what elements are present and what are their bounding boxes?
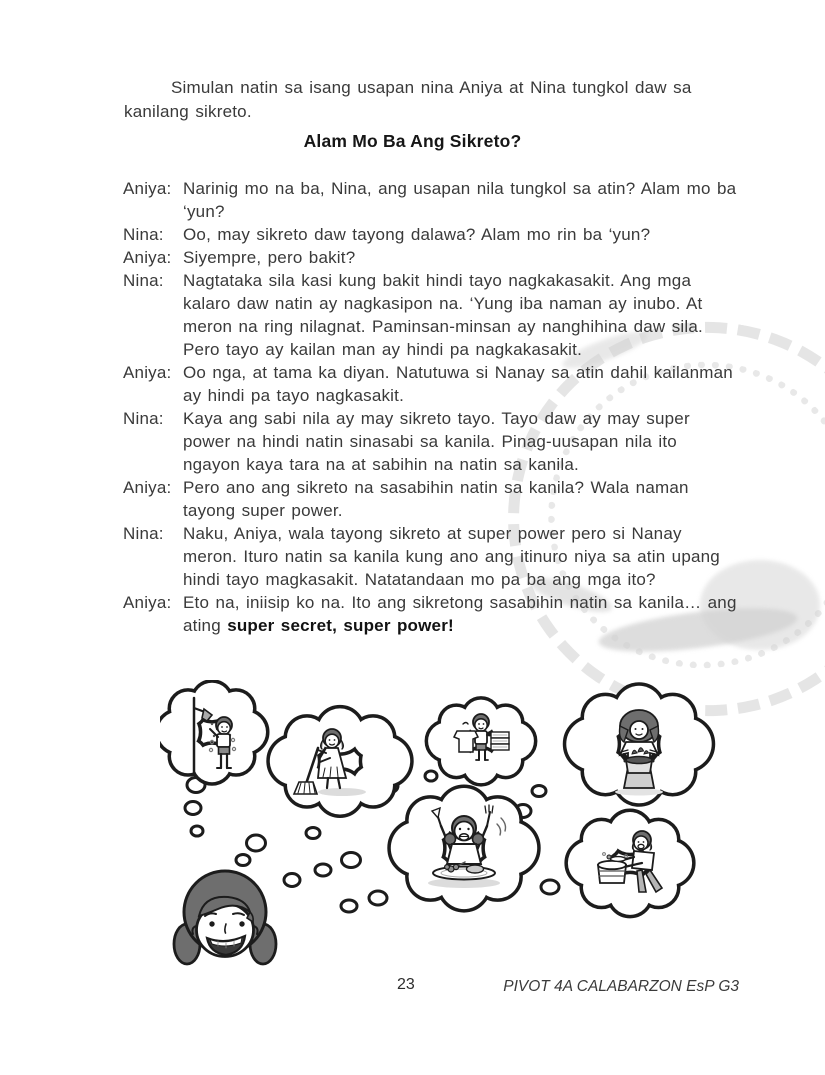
thought-bubble-washing-dishes <box>568 812 692 915</box>
utterance-text <box>183 591 737 637</box>
page-number: 23 <box>397 976 415 993</box>
dialogue-line <box>123 591 737 637</box>
speaker-label: Nina: <box>123 271 164 290</box>
speaker-label: Nina: <box>123 225 164 244</box>
utterance-text: Pero ano ang sikreto na sasabihin natin sa kanila? Wala naman tayong super power. <box>183 478 689 520</box>
thinking-girl-head <box>174 871 276 964</box>
utterance-text: Naku, Aniya, wala tayong sikreto at super power pero si Nanay meron. Ituro natin sa kanila kung ano ang itinuro niya sa atin upang hindi tayo magkasakit. Natatandaan mo pa ba ang mga ito? <box>183 524 720 589</box>
utterance-text: Siyempre, pero bakit? <box>183 248 356 267</box>
dialogue-line <box>123 407 737 476</box>
speaker-label: Aniya: <box>123 593 172 612</box>
utterance-bold: super secret, super power! <box>227 616 454 635</box>
speaker-label: Nina: <box>123 409 164 428</box>
story-title: Alam Mo Ba Ang Sikreto? <box>303 131 522 151</box>
dialogue-line <box>123 177 737 223</box>
speaker-label: Aniya: <box>123 179 172 198</box>
footer-source: PIVOT 4A CALABARZON EsP G3 <box>503 978 739 995</box>
utterance-text: Oo, may sikreto daw tayong dalawa? Alam mo rin ba ‘yun? <box>183 225 651 244</box>
utterance-plain: Eto na, iniisip ko na. Ito ang sikretong sasabihin natin sa kanila… ang ating <box>183 593 737 635</box>
speaker-label: Aniya: <box>123 248 172 267</box>
dialogue-line <box>123 269 737 361</box>
speaker-label: Nina: <box>123 524 164 543</box>
speaker-label: Aniya: <box>123 363 172 382</box>
utterance-text: Nagtataka sila kasi kung bakit hindi tayo nagkakasakit. Ang mga kalaro daw natin ay nagkasipon na. ‘Yung iba naman ay inubo. At meron na ring nilagnat. Paminsan-minsan ay nanghihina daw sila. Pero tayo ay kailan man ay hindi pa nagkakasakit. <box>183 271 703 359</box>
utterance-text: Kaya ang sabi nila ay may sikreto tayo. Tayo daw ay may super power na hindi natin sinasabi sa kanila. Pinag-uusapan nila ito ngayon kaya tara na at sabihin na natin sa kanila. <box>183 409 690 474</box>
speaker-label: Aniya: <box>123 478 172 497</box>
utterance-text: Narinig mo na ba, Nina, ang usapan nila tungkol sa atin? Alam mo ba ‘yun? <box>183 179 737 221</box>
dialogue-line <box>123 476 737 522</box>
dialogue-line <box>123 522 737 591</box>
intro-paragraph: Simulan natin sa isang usapan nina Aniya at Nina tungkol daw sa kanilang sikreto. <box>124 78 692 121</box>
thinking-girl-illustration <box>160 680 740 985</box>
dialogue-line <box>123 246 737 269</box>
utterance-text: Oo nga, at tama ka diyan. Natutuwa si Nanay sa atin dahil kailanman ay hindi pa tayo nagkasakit. <box>183 363 733 405</box>
dialogue-line <box>123 223 737 246</box>
dialogue-line <box>123 361 737 407</box>
dialogue-block <box>123 177 737 637</box>
